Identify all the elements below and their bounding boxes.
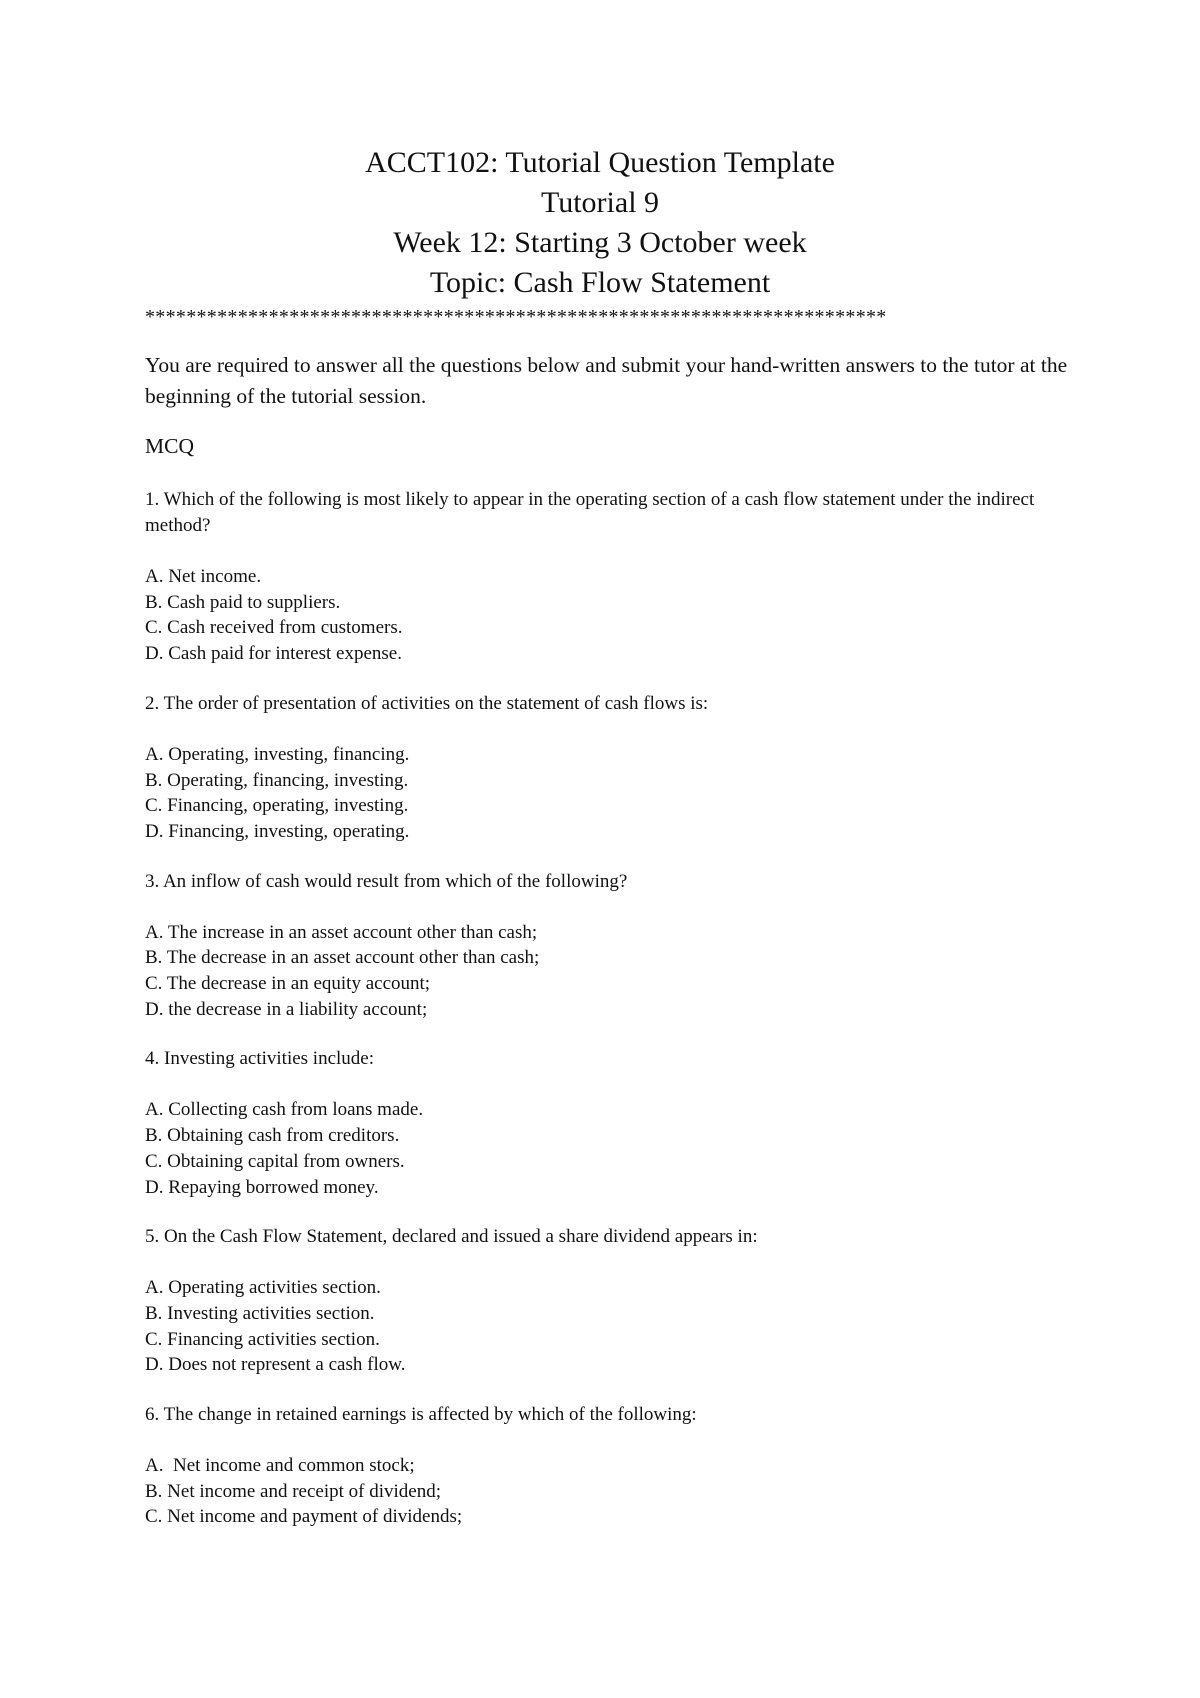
question-6 — [145, 1402, 1075, 1530]
option-list — [145, 742, 1075, 845]
option-c: C. Financing, operating, investing. — [145, 795, 409, 817]
option-d: D. Cash paid for interest expense. — [145, 643, 402, 665]
option-c: C. The decrease in an equity account; — [145, 973, 431, 995]
question-stem: 2. The order of presentation of activities on the statement of cash flows is: — [145, 692, 709, 714]
question-1 — [145, 487, 1075, 667]
option-c: C. Obtaining capital from owners. — [145, 1150, 405, 1172]
option-c: C. Net income and payment of dividends; — [145, 1506, 463, 1528]
option-a: A. Operating, investing, financing. — [145, 743, 410, 765]
option-b: B. The decrease in an asset account other than cash; — [145, 947, 540, 969]
option-b: B. Operating, financing, investing. — [145, 769, 409, 791]
option-list — [145, 1453, 1075, 1530]
option-c: C. Cash received from customers. — [145, 617, 403, 639]
question-stem: 3. An inflow of cash would result from which of the following? — [145, 870, 628, 892]
question-stem: 1. Which of the following is most likely to appear in the operating section of a cash flow statement under the indirect method? — [145, 489, 1035, 536]
option-d: D. the decrease in a liability account; — [145, 998, 428, 1020]
option-d: D. Repaying borrowed money. — [145, 1176, 379, 1198]
document-header — [0, 143, 1200, 303]
week-line: Week 12: Starting 3 October week — [393, 226, 807, 259]
mcq-section-label: MCQ — [145, 434, 194, 458]
option-list — [145, 1097, 1075, 1200]
tutorial-number: Tutorial 9 — [540, 186, 660, 219]
question-stem: 4. Investing activities include: — [145, 1048, 375, 1070]
topic-line: Topic: Cash Flow Statement — [429, 266, 771, 299]
option-list — [145, 920, 1075, 1023]
question-3 — [145, 869, 1075, 1023]
option-list — [145, 564, 1075, 667]
asterisk-separator: ************************************************************************ — [145, 306, 887, 328]
question-4 — [145, 1046, 1075, 1200]
question-stem: 5. On the Cash Flow Statement, declared and issued a share dividend appears in: — [145, 1226, 758, 1248]
option-b: B. Investing activities section. — [145, 1302, 375, 1324]
option-d: D. Does not represent a cash flow. — [145, 1354, 406, 1376]
question-5 — [145, 1224, 1075, 1378]
question-list — [145, 487, 1075, 1554]
option-b: B. Cash paid to suppliers. — [145, 591, 341, 613]
course-title: ACCT102: Tutorial Question Template — [365, 146, 835, 179]
option-a: A. Net income. — [145, 566, 262, 587]
option-c: C. Financing activities section. — [145, 1328, 380, 1350]
option-d: D. Financing, investing, operating. — [145, 820, 410, 842]
option-list — [145, 1275, 1075, 1378]
option-a: A. Collecting cash from loans made. — [145, 1099, 424, 1121]
instructions-paragraph: You are required to answer all the questions below and submit your hand-written answers to the tutor at the beginning of the tutorial session. — [145, 353, 1068, 408]
option-b: B. Obtaining cash from creditors. — [145, 1125, 400, 1147]
option-a: A. The increase in an asset account other than cash; — [145, 921, 538, 943]
question-2 — [145, 691, 1075, 845]
option-a: A. Operating activities section. — [145, 1277, 381, 1299]
question-stem: 6. The change in retained earnings is affected by which of the following: — [145, 1404, 697, 1426]
option-b: B. Net income and receipt of dividend; — [145, 1480, 441, 1502]
option-a: A. Net income and common stock; — [145, 1455, 415, 1477]
